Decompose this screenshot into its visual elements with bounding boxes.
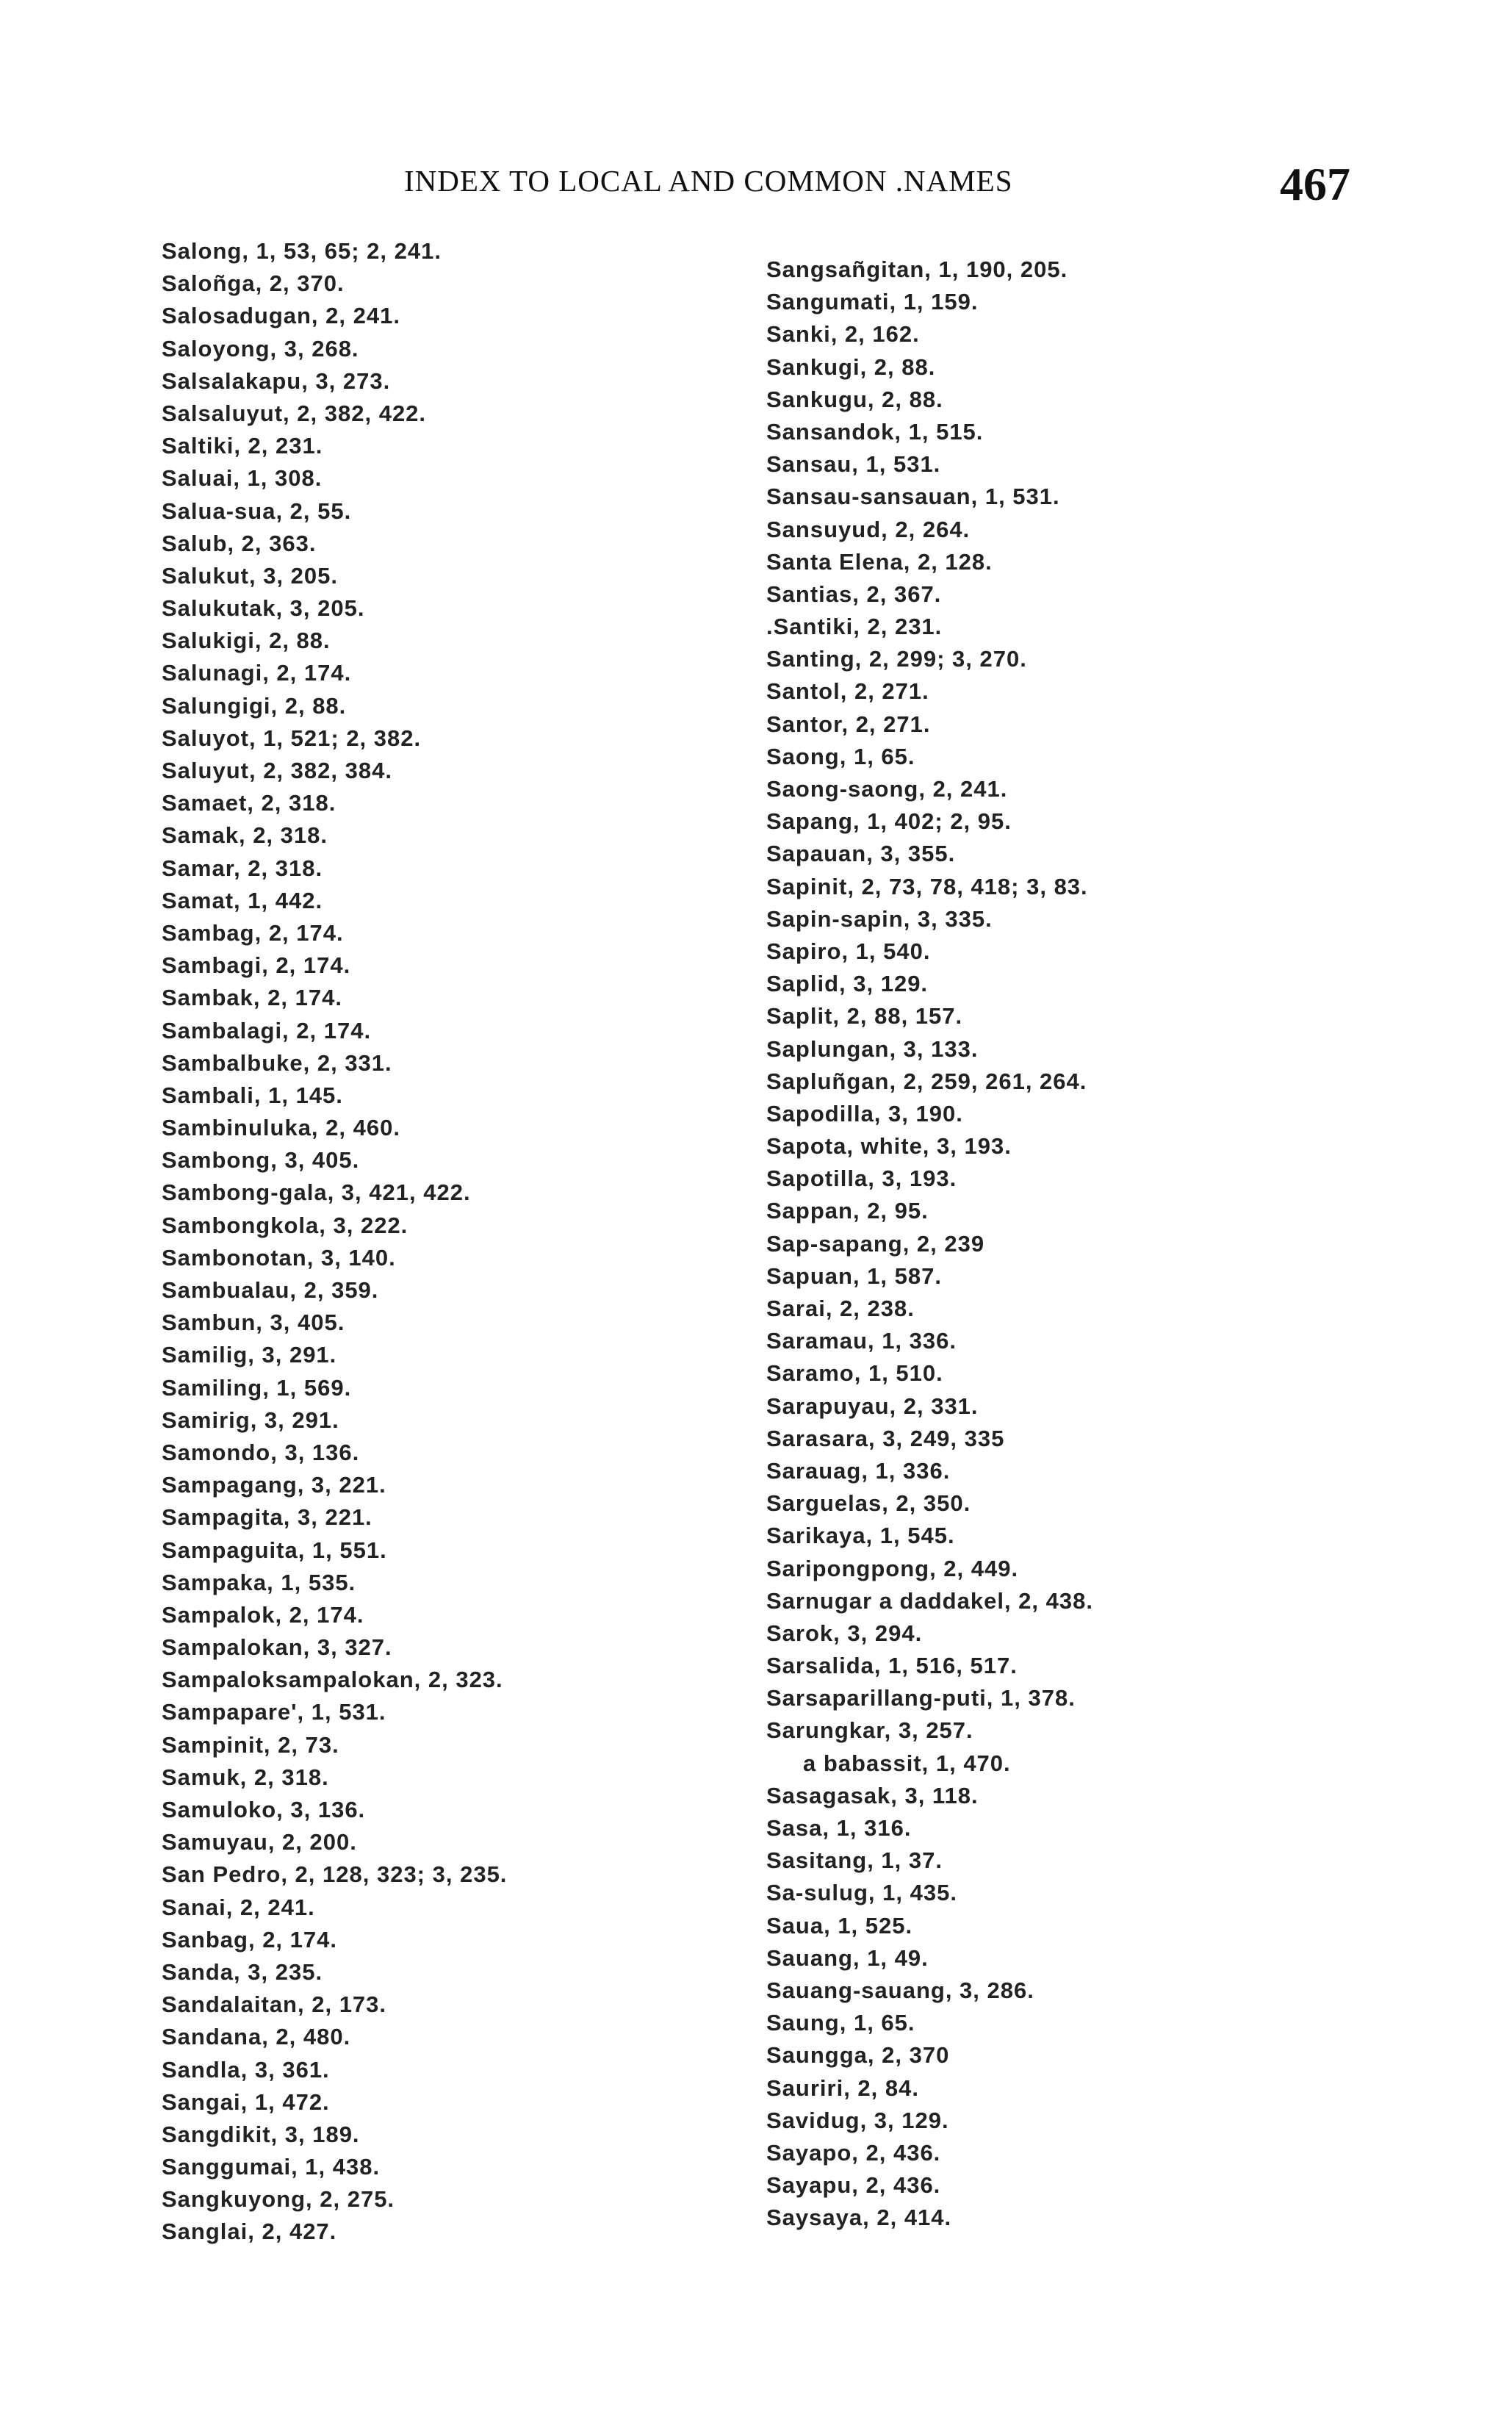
index-entry: Sarsalida, 1, 516, 517. [766, 1653, 1018, 1679]
index-entry: Samak, 2, 318. [162, 822, 328, 849]
index-entry: Saramo, 1, 510. [766, 1360, 943, 1387]
index-entry: Sambali, 1, 145. [162, 1082, 343, 1108]
running-title: INDEX TO LOCAL AND COMMON .NAMES [404, 164, 1013, 198]
index-entry: Sambagi, 2, 174. [162, 952, 351, 979]
index-entry: Sanda, 3, 235. [162, 1958, 323, 1985]
index-entry: Saluyut, 2, 382, 384. [162, 758, 392, 783]
index-entry: Sankugi, 2, 88. [766, 353, 936, 380]
index-entry: Sandalaitan, 2, 173. [162, 1991, 387, 2018]
index-entry: Samat, 1, 442. [162, 887, 323, 913]
index-entry: Sambongkola, 3, 222. [162, 1212, 408, 1238]
index-entry: Sayapu, 2, 436. [766, 2172, 941, 2199]
index-entry: Sarok, 3, 294. [766, 1620, 923, 1646]
index-entry: Sambun, 3, 405. [162, 1310, 345, 1336]
index-entry: Sapluñgan, 2, 259, 261, 264. [766, 1068, 1087, 1094]
index-entry: Sarikaya, 1, 545. [766, 1523, 955, 1549]
index-entry: Sampalok, 2, 174. [162, 1601, 364, 1628]
index-entry: Sapotilla, 3, 193. [766, 1165, 957, 1192]
index-entry: Sapin-sapin, 3, 335. [766, 905, 993, 932]
index-entry: Sarauag, 1, 336. [766, 1457, 951, 1484]
index-entry: Salukigi, 2, 88. [162, 628, 331, 654]
index-entry: Saung, 1, 65. [766, 2010, 915, 2036]
index-entry: Sauang-sauang, 3, 286. [766, 1977, 1034, 2003]
page-number: 467 [1280, 158, 1350, 210]
index-entry: Sanbag, 2, 174. [162, 1926, 337, 1952]
index-entry: Sapiro, 1, 540. [766, 938, 931, 964]
index-entry: Sambonotan, 3, 140. [162, 1244, 396, 1271]
index-entry: Sampaguita, 1, 551. [162, 1537, 387, 1563]
index-entry: Samaet, 2, 318. [162, 790, 336, 816]
index-entry: Salukutak, 3, 205. [162, 595, 365, 622]
index-entry: Santol, 2, 271. [766, 678, 929, 705]
index-entry: Saysaya, 2, 414. [766, 2205, 952, 2231]
index-entry: Sampalokan, 3, 327. [162, 1634, 392, 1661]
index-entry: Sapinit, 2, 73, 78, 418; 3, 83. [766, 873, 1088, 899]
index-entry: Saua, 1, 525. [766, 1912, 913, 1939]
index-entry: Sapuan, 1, 587. [766, 1262, 942, 1289]
index-entry: Sampaloksampalokan, 2, 323. [162, 1667, 503, 1693]
index-entry: Saong-saong, 2, 241. [766, 776, 1008, 802]
index-entry: Sapauan, 3, 355. [766, 841, 956, 867]
index-entry: Santor, 2, 271. [766, 711, 931, 737]
index-entry: Sa-sulug, 1, 435. [766, 1880, 957, 1906]
index-entry: Samirig, 3, 291. [162, 1406, 339, 1433]
index-entry: Salong, 1, 53, 65; 2, 241. [162, 238, 442, 264]
index-entry: Sarungkar, 3, 257. [766, 1717, 973, 1744]
index-entry: Sampaka, 1, 535. [162, 1569, 356, 1595]
index-entry: Sappan, 2, 95. [766, 1198, 929, 1224]
index-entry: Santa Elena, 2, 128. [766, 548, 993, 575]
index-entry: San Pedro, 2, 128, 323; 3, 235. [162, 1861, 508, 1888]
index-entry: Salub, 2, 363. [162, 530, 317, 556]
index-entry: Sandana, 2, 480. [162, 2024, 351, 2050]
index-entry: Salunagi, 2, 174. [162, 660, 352, 686]
index-entry: Saluai, 1, 308. [162, 465, 323, 492]
index-entry: Sansandok, 1, 515. [766, 418, 984, 445]
index-entry: Sasa, 1, 316. [766, 1815, 912, 1841]
index-entry: Saong, 1, 65. [766, 743, 915, 769]
index-entry: Sampapare', 1, 531. [162, 1699, 386, 1725]
index-column-left [162, 235, 764, 2249]
index-entry: Sankugu, 2, 88. [766, 386, 943, 412]
index-entry: Sambong-gala, 3, 421, 422. [162, 1179, 471, 1206]
index-entry: Saloyong, 3, 268. [162, 335, 359, 362]
index-entry: Sanglai, 2, 427. [162, 2219, 337, 2245]
index-entry: Saplit, 2, 88, 157. [766, 1003, 963, 1030]
index-entry: Sangkuyong, 2, 275. [162, 2186, 395, 2213]
index-entry: Saplungan, 3, 133. [766, 1035, 979, 1062]
index-entry: Sandla, 3, 361. [162, 2056, 330, 2083]
index-entry: Sayapo, 2, 436. [766, 2139, 941, 2166]
index-entry: Samilig, 3, 291. [162, 1342, 337, 1368]
index-entry: Salungigi, 2, 88. [162, 692, 347, 719]
index-entry: Santing, 2, 299; 3, 270. [766, 646, 1027, 672]
index-entry: Sansau, 1, 531. [766, 451, 941, 478]
index-entry: Sanai, 2, 241. [162, 1894, 315, 1920]
index-entry: Sarsaparillang-puti, 1, 378. [766, 1685, 1076, 1711]
index-entry: Samiling, 1, 569. [162, 1374, 352, 1401]
index-entry: Samuloko, 3, 136. [162, 1797, 366, 1822]
index-entry: Sansau-sansauan, 1, 531. [766, 484, 1060, 510]
index-column-right [766, 254, 1472, 2234]
index-entry: Sampagang, 3, 221. [162, 1472, 386, 1498]
index-entry: Savidug, 3, 129. [766, 2107, 949, 2133]
index-entry: Saramau, 1, 336. [766, 1328, 957, 1354]
index-entry: Sarguelas, 2, 350. [766, 1490, 971, 1517]
index-entry: Sampagita, 3, 221. [162, 1504, 372, 1531]
index-entry: Saripongpong, 2, 449. [766, 1555, 1019, 1581]
index-entry: Sauriri, 2, 84. [766, 2074, 919, 2101]
index-entry: Samondo, 3, 136. [162, 1439, 360, 1465]
index-entry: Saltiki, 2, 231. [162, 433, 323, 459]
index-entry: Samuk, 2, 318. [162, 1764, 329, 1790]
index-entry: Sangumati, 1, 159. [766, 289, 979, 315]
index-entry: Sangai, 1, 472. [162, 2088, 330, 2115]
index-entry: Salsaluyut, 2, 382, 422. [162, 400, 427, 426]
index-entry: Sap-sapang, 2, 239 [766, 1230, 985, 1257]
index-entry: Saplid, 3, 129. [766, 971, 929, 997]
index-entry: Santias, 2, 367. [766, 581, 942, 607]
index-entry: Sampinit, 2, 73. [162, 1731, 339, 1758]
index-entry: Sangdikit, 3, 189. [162, 2121, 360, 2147]
index-entry: Salua-sua, 2, 55. [162, 497, 352, 524]
index-entry: Sarai, 2, 238. [766, 1296, 915, 1321]
index-entry: .Santiki, 2, 231. [766, 614, 943, 640]
index-entry: Saloñga, 2, 370. [162, 270, 345, 297]
index-entry: Sarnugar a daddakel, 2, 438. [766, 1587, 1093, 1614]
index-entry: Sapodilla, 3, 190. [766, 1100, 963, 1127]
index-entry: Sambak, 2, 174. [162, 985, 342, 1011]
index-entry: Sambalbuke, 2, 331. [162, 1049, 392, 1076]
index-entry: Samuyau, 2, 200. [162, 1829, 357, 1855]
index-entry: Sambalagi, 2, 174. [162, 1017, 372, 1043]
index-entry: Sasagasak, 3, 118. [766, 1782, 979, 1808]
index-entry: Sangsañgitan, 1, 190, 205. [766, 256, 1068, 282]
index-entry: Sapota, white, 3, 193. [766, 1133, 1012, 1160]
index-entry: Sambag, 2, 174. [162, 919, 344, 946]
index-entry: Sambinuluka, 2, 460. [162, 1115, 400, 1141]
index-entry: Sansuyud, 2, 264. [766, 516, 971, 542]
index-entry: Sambong, 3, 405. [162, 1147, 360, 1174]
index-entry: Sambualau, 2, 359. [162, 1277, 379, 1303]
index-entry: Salukut, 3, 205. [162, 562, 338, 589]
index-entry: Salosadugan, 2, 241. [162, 303, 400, 329]
index-entry: Saluyot, 1, 521; 2, 382. [162, 725, 422, 751]
index-entry: Sasitang, 1, 37. [766, 1847, 943, 1874]
index-entry: Sauang, 1, 49. [766, 1944, 929, 1971]
index-entry: Salsalakapu, 3, 273. [162, 367, 391, 394]
index-entry: Sarapuyau, 2, 331. [766, 1393, 979, 1419]
index-entry: Sarasara, 3, 249, 335 [766, 1425, 1005, 1451]
index-subentry: a babassit, 1, 470. [803, 1750, 1011, 1776]
index-entry: Samar, 2, 318. [162, 855, 323, 881]
index-entry: Sapang, 1, 402; 2, 95. [766, 808, 1012, 835]
index-entry: Sanki, 2, 162. [766, 321, 920, 348]
index-entry: Sanggumai, 1, 438. [162, 2154, 381, 2180]
index-entry: Saungga, 2, 370 [766, 2042, 950, 2069]
